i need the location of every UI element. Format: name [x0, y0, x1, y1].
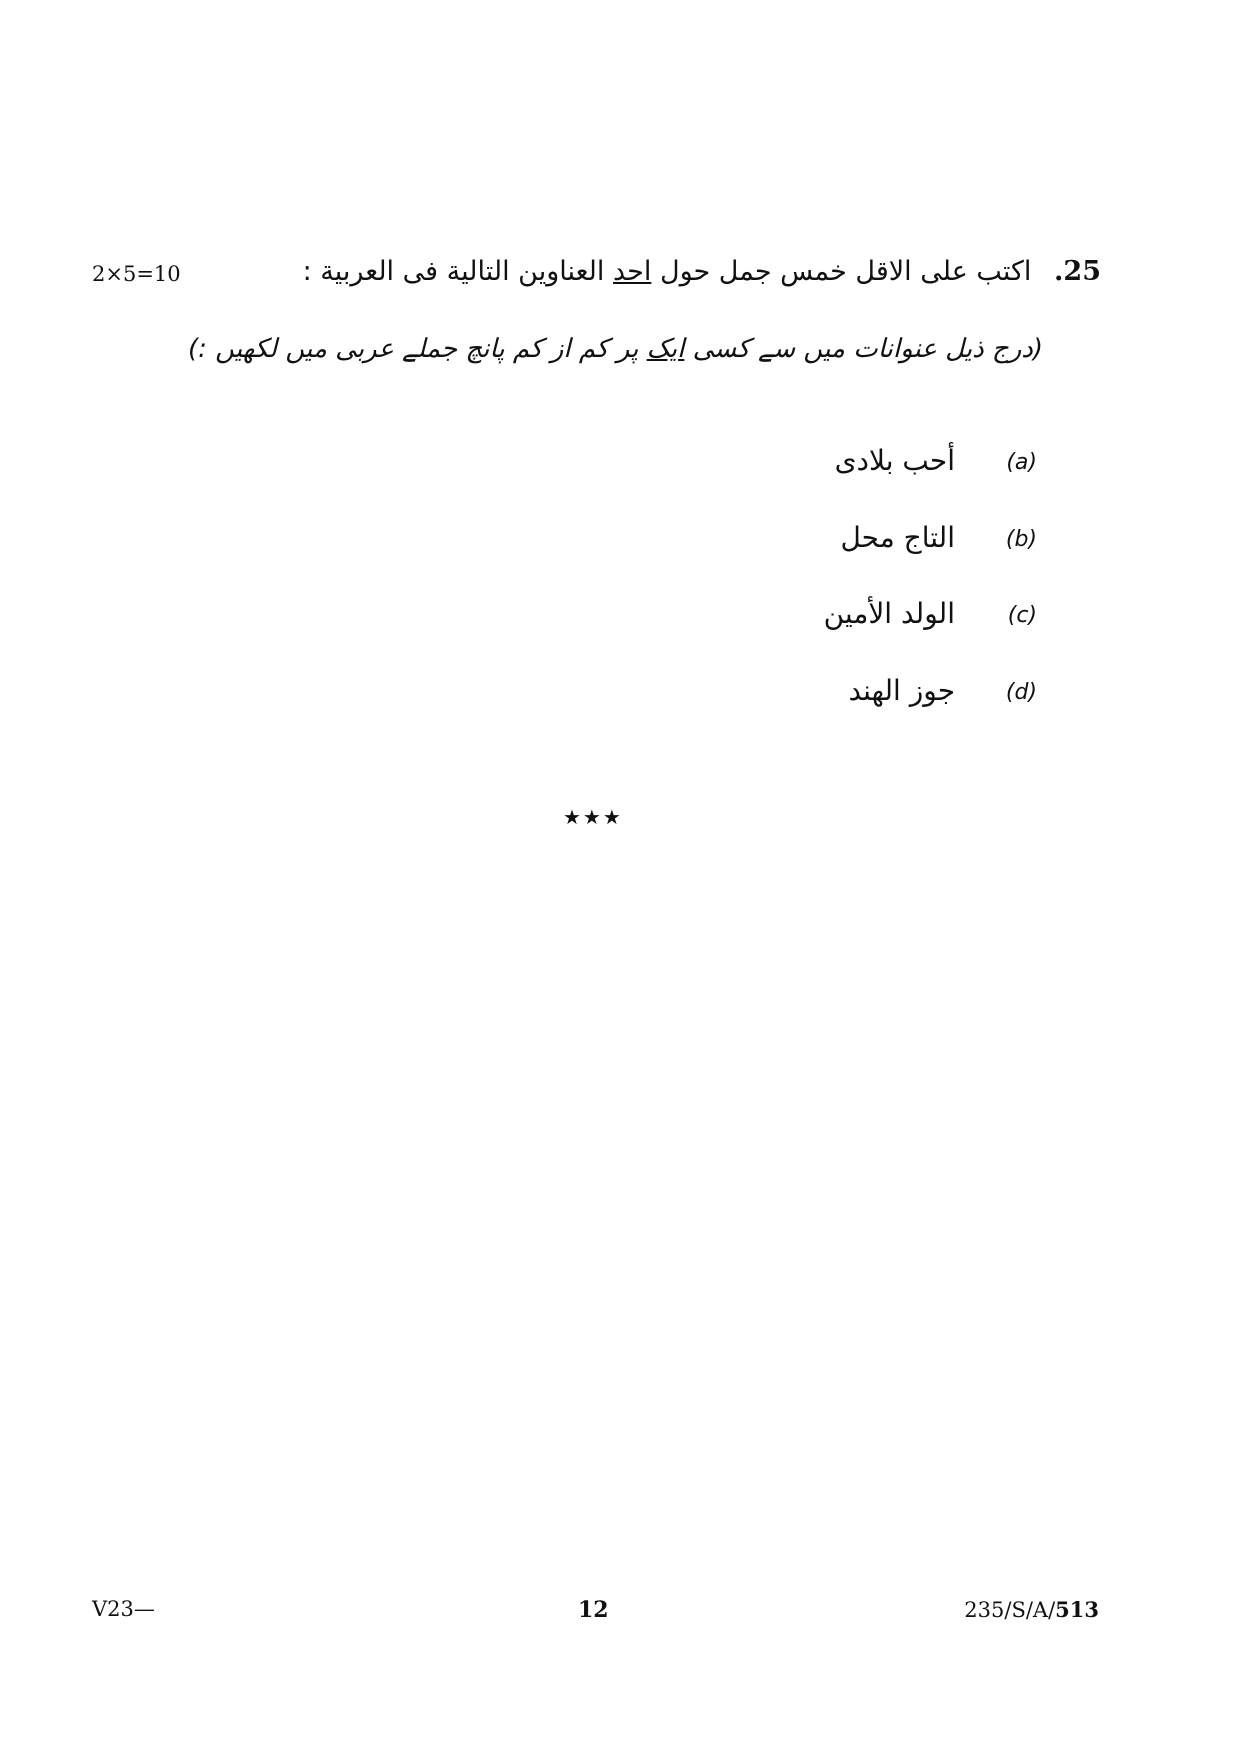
question-arabic-instruction: [303, 256, 1101, 287]
option-text: أحب بلادى: [834, 444, 955, 477]
question-marks: 2×5=10: [92, 262, 181, 286]
question-number: 25.: [1054, 256, 1101, 287]
option-label: (b): [1005, 527, 1037, 552]
urdu-underlined-word: ایک: [646, 334, 685, 364]
option-c: [637, 597, 1037, 637]
urdu-text-part1: (درج ذیل عنوانات میں سے کسی: [692, 334, 1043, 364]
option-text: التاج محل: [840, 521, 955, 554]
arabic-text-part2: العناوين التالية فى العربية :: [302, 256, 605, 287]
question-urdu-instruction: [188, 334, 1043, 364]
arabic-underlined-word: احد: [612, 256, 652, 287]
option-label: (a): [1006, 450, 1037, 475]
paper-code-number: 513: [1055, 1597, 1099, 1622]
option-text: جوز الهند: [848, 674, 955, 707]
option-label: (c): [1007, 603, 1037, 628]
option-d: [637, 674, 1037, 714]
option-b: [637, 521, 1037, 561]
arabic-text-part1: اكتب على الاقل خمس جمل حول: [659, 256, 1032, 287]
paper-code-prefix: 235/S/A/: [964, 1598, 1056, 1622]
footer-page-number: 12: [578, 1597, 609, 1623]
end-of-paper-stars: ★★★: [563, 805, 623, 829]
urdu-text-part2: پر کم از کم پانچ جملے عربی میں لکھیں :): [187, 334, 639, 364]
footer-version-code: V23—: [92, 1597, 155, 1621]
footer-paper-code: [964, 1597, 1099, 1622]
option-text: الولد الأمين: [823, 597, 955, 630]
option-a: [637, 444, 1037, 484]
option-label: (d): [1005, 680, 1037, 705]
